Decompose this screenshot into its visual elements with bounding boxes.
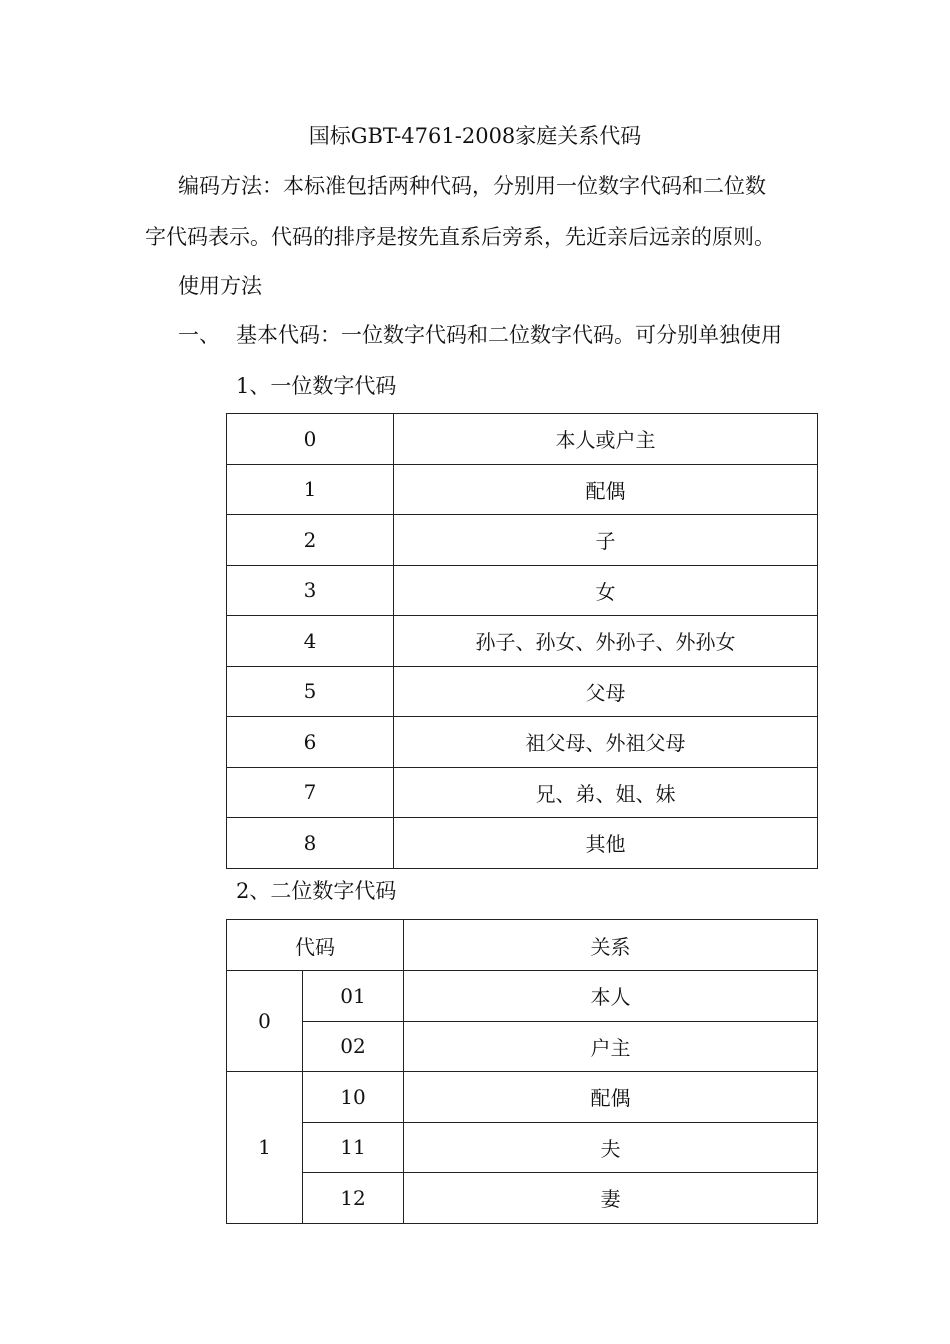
- table-row: [227, 464, 818, 515]
- relation-cell: 孙子、孙女、外孙子、外孙女: [394, 616, 818, 667]
- table-row: [227, 1021, 818, 1072]
- subheading-two-digit: 2、二位数字代码: [236, 879, 397, 903]
- code-cell: 4: [227, 616, 394, 667]
- code-cell: 5: [227, 666, 394, 717]
- section-marker: 一、: [178, 323, 220, 347]
- code-cell: 8: [227, 818, 394, 869]
- two-digit-code-table: [226, 919, 818, 1224]
- relation-cell: 祖父母、外祖父母: [394, 717, 818, 768]
- code-cell: 7: [227, 767, 394, 818]
- table-row: [227, 767, 818, 818]
- section-text: 基本代码：一位数字代码和二位数字代码。可分别单独使用: [236, 323, 782, 347]
- one-digit-code-table: [226, 413, 818, 869]
- relation-cell: 妻: [404, 1173, 818, 1224]
- code-cell: 0: [227, 414, 394, 465]
- relation-cell: 子: [394, 515, 818, 566]
- code-cell: 2: [227, 515, 394, 566]
- relation-cell: 户主: [404, 1021, 818, 1072]
- table-row: [227, 414, 818, 465]
- paragraph-line: 编码方法：本标准包括两种代码，分别用一位数字代码和二位数: [178, 174, 766, 198]
- group-code-cell: 1: [227, 1072, 303, 1224]
- relation-cell: 配偶: [394, 464, 818, 515]
- code-cell: 11: [303, 1122, 404, 1173]
- relation-cell: 女: [394, 565, 818, 616]
- table-header-row: [227, 920, 818, 971]
- relation-cell: 夫: [404, 1122, 818, 1173]
- paragraph-line: 字代码表示。代码的排序是按先直系后旁系，先近亲后远亲的原则。: [145, 225, 775, 249]
- relation-cell: 其他: [394, 818, 818, 869]
- relation-cell: 父母: [394, 666, 818, 717]
- subheading-one-digit: 1、一位数字代码: [236, 374, 397, 398]
- relation-cell: 本人或户主: [394, 414, 818, 465]
- group-code-cell: 0: [227, 971, 303, 1072]
- table-row: [227, 1072, 818, 1123]
- table-row: [227, 565, 818, 616]
- usage-heading: 使用方法: [178, 274, 262, 298]
- code-cell: 10: [303, 1072, 404, 1123]
- table-row: [227, 717, 818, 768]
- table-row: [227, 666, 818, 717]
- header-relation-cell: 关系: [404, 920, 818, 971]
- code-cell: 1: [227, 464, 394, 515]
- code-cell: 01: [303, 971, 404, 1022]
- relation-cell: 本人: [404, 971, 818, 1022]
- table-row: [227, 971, 818, 1022]
- table-row: [227, 1173, 818, 1224]
- table-row: [227, 818, 818, 869]
- code-cell: 6: [227, 717, 394, 768]
- code-cell: 12: [303, 1173, 404, 1224]
- header-code-cell: 代码: [227, 920, 404, 971]
- table-row: [227, 616, 818, 667]
- relation-cell: 兄、弟、姐、妹: [394, 767, 818, 818]
- code-cell: 3: [227, 565, 394, 616]
- table-row: [227, 1122, 818, 1173]
- table-row: [227, 515, 818, 566]
- document-title: 国标GBT-4761-2008家庭关系代码: [308, 124, 642, 148]
- code-cell: 02: [303, 1021, 404, 1072]
- relation-cell: 配偶: [404, 1072, 818, 1123]
